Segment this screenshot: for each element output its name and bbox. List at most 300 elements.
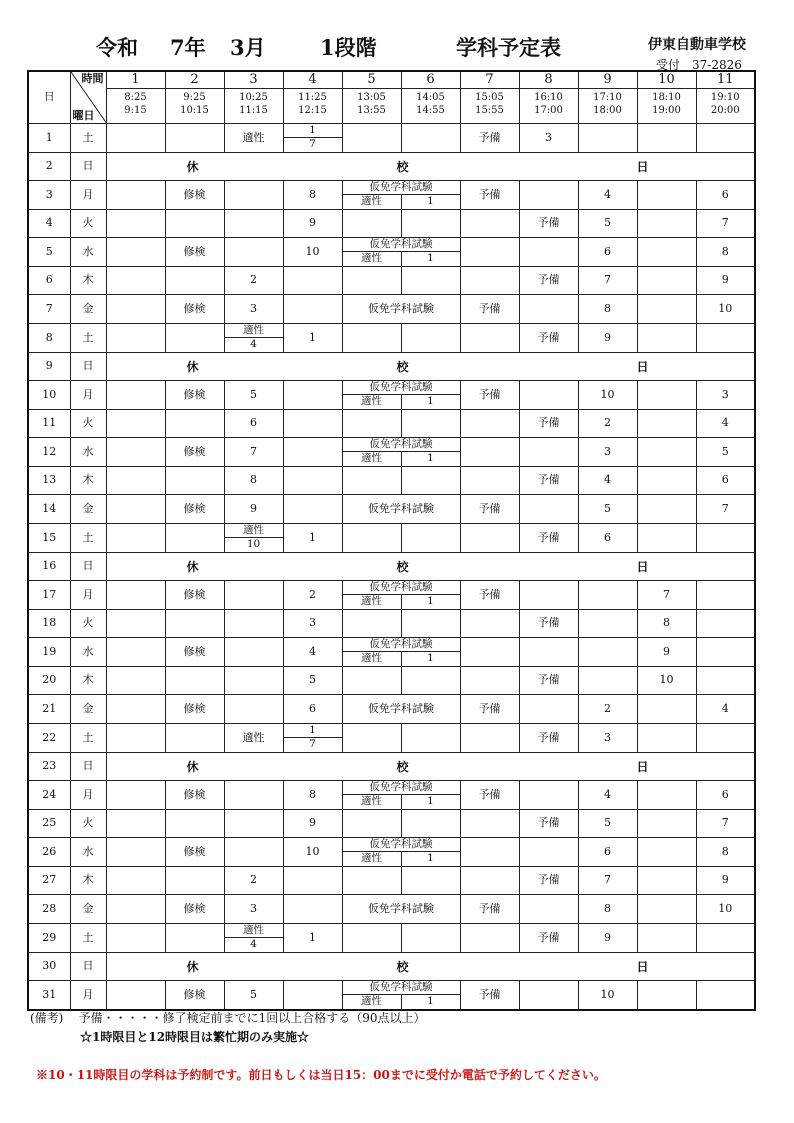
period-header [696,71,755,123]
period-7-cell [460,237,519,266]
period-11-cell [696,580,755,609]
split-bottom: 10 [246,538,261,551]
period-4-cell [283,209,342,237]
kari-exam-cell [342,837,460,866]
period-9-cell [578,237,637,266]
period-7-cell [460,837,519,866]
cell-value: 8 [604,901,611,915]
period-7-cell [460,980,519,1010]
cell-value: 修検 [183,987,206,1001]
cell-value: 3 [545,130,552,144]
period-3-cell [224,180,283,209]
period-7-cell [460,923,519,952]
period-2-cell [165,923,224,952]
period-5-cell [342,809,401,837]
notes-line1 [30,1009,426,1027]
kari-exam-label: 仮免学科試験 [343,238,460,253]
period-header [224,71,283,123]
cell-value: 9 [250,501,257,515]
split-bottom: 4 [250,938,257,951]
day-number: 14 [28,494,70,523]
cell-value: 4 [604,473,611,487]
period-9-cell [578,866,637,894]
cell-value: 9 [721,273,729,287]
period-1-cell [106,123,165,152]
weekday: 土 [70,123,106,152]
period-10-cell [637,180,696,209]
cell-value: 5 [604,501,611,515]
period-9-cell [578,809,637,837]
period-1-cell [106,809,165,837]
period-8-cell [519,123,578,152]
period-11-cell [696,266,755,294]
period-4-cell [283,866,342,894]
kari-exam-cell [342,294,460,323]
period-3-cell [224,323,283,352]
table-row [28,752,755,780]
period-2-cell [165,894,224,923]
table-row [28,294,755,323]
period-time [697,89,755,117]
table-row [28,237,755,266]
cell-value: 予備 [478,387,501,401]
day-number: 18 [28,609,70,637]
period-time [579,89,637,117]
cell-value: 9 [309,216,316,230]
kari-exam-cell [342,637,460,666]
period-8-cell [519,494,578,523]
period-1-cell [106,980,165,1010]
period-7-cell [460,780,519,809]
cell-value: 予備 [478,787,501,801]
cell-value: 1 [309,530,316,544]
period-10-cell [637,523,696,552]
period-2-cell [165,723,224,752]
period-7-cell [460,809,519,837]
period-number: 11 [697,72,755,89]
day-number: 7 [28,294,70,323]
period-6-cell [401,809,460,837]
period-8-cell [519,780,578,809]
period-1-cell [106,523,165,552]
period-1-cell [106,266,165,294]
period-11-cell [696,323,755,352]
period-7-cell [460,666,519,694]
period-9-cell [578,694,637,723]
period-9-cell [578,409,637,437]
kari-exam-label: 仮免学科試験 [368,901,434,915]
cell-value: 6 [250,416,257,430]
period-1-cell [106,894,165,923]
weekday: 水 [70,437,106,466]
cell-value: 5 [604,216,611,230]
tekisei-label: 適性 [343,652,402,666]
period-10-cell [637,380,696,409]
weekday: 日 [70,352,106,380]
cell-value: 7 [721,501,729,515]
period-2-cell [165,523,224,552]
cell-value: 修検 [183,644,206,658]
period-2-cell [165,637,224,666]
title-year: 7年 [170,35,206,60]
weekday: 月 [70,580,106,609]
kari-exam-label: 仮免学科試験 [368,501,434,515]
period-2-cell [165,837,224,866]
cell-value: 6 [604,844,611,858]
period-number: 4 [284,72,342,89]
split-bottom: 7 [309,738,316,751]
period-10-cell [637,580,696,609]
cell-value: 予備 [537,930,560,944]
table-row [28,380,755,409]
period-time [107,89,165,117]
day-number: 12 [28,437,70,466]
table-row [28,209,755,237]
holiday-char-3: 日 [636,959,649,974]
period-10-cell [637,237,696,266]
period-number: 8 [520,72,578,89]
period-2-cell [165,209,224,237]
cell-value: 修検 [183,387,206,401]
tekisei-label: 適性 [343,995,402,1009]
cell-value: 2 [309,587,316,601]
cell-value: 10 [305,844,320,858]
weekday: 月 [70,980,106,1010]
period-8-cell [519,523,578,552]
period-10-cell [637,980,696,1010]
weekday: 木 [70,466,106,494]
period-10-cell [637,666,696,694]
cell-value: 4 [604,787,611,801]
cell-value: 4 [604,187,611,201]
cell-value: 適性 [242,730,265,744]
reservation-warning: ※10・11時限目の学科は予約制です。前日もしくは当日15：00までに受付か電話で予約してください。 [36,1068,606,1082]
period-9-cell [578,466,637,494]
weekday: 日 [70,152,106,180]
period-10-cell [637,723,696,752]
weekday: 日 [70,552,106,580]
period-3-cell [224,837,283,866]
weekday: 日 [70,752,106,780]
period-8-cell [519,666,578,694]
period-10-cell [637,494,696,523]
period-time [343,89,401,117]
period-end: 12:15 [298,105,327,116]
period-4-cell [283,923,342,952]
table-row [28,523,755,552]
period-6-cell [401,266,460,294]
cell-value: 10 [600,387,615,401]
period-2-cell [165,294,224,323]
table-row [28,923,755,952]
header-corner-time: 時間 [81,72,104,85]
period-2-cell [165,980,224,1010]
kari-exam-cell [342,437,460,466]
day-number: 4 [28,209,70,237]
period-6-cell [401,666,460,694]
cell-value: 予備 [478,187,501,201]
kari-exam-cell [342,780,460,809]
weekday: 月 [70,780,106,809]
cell-value: 8 [721,844,729,858]
cell-value: 10 [718,901,733,915]
period-7-cell [460,466,519,494]
school-name: 伊東自動車学校 [648,37,746,53]
weekday: 木 [70,666,106,694]
weekday: 火 [70,209,106,237]
period-11-cell [696,380,755,409]
period-10-cell [637,866,696,894]
cell-value: 予備 [478,987,501,1001]
period-8-cell [519,980,578,1010]
period-number: 1 [107,72,165,89]
period-2-cell [165,437,224,466]
period-9-cell [578,723,637,752]
title-text: 学科予定表 [456,35,561,60]
period-1-cell [106,666,165,694]
period-9-cell [578,609,637,637]
day-number: 28 [28,894,70,923]
table-row [28,809,755,837]
weekday: 金 [70,494,106,523]
period-4-cell [283,409,342,437]
cell-value: 10 [718,301,733,315]
period-3-cell [224,294,283,323]
tekisei-label: 適性 [343,452,402,466]
title-month: 3月 [230,35,266,60]
cell-value: 6 [721,187,729,201]
tekisei-number: 1 [427,195,434,208]
period-end: 10:15 [180,105,209,116]
period-end: 14:55 [416,105,445,116]
period-5-cell [342,523,401,552]
period-7-cell [460,866,519,894]
kari-exam-label: 仮免学科試験 [343,638,460,653]
cell-value: 8 [309,787,316,801]
cell-value: 予備 [537,330,560,344]
period-4-cell [283,837,342,866]
day-number: 15 [28,523,70,552]
period-3-cell [224,123,283,152]
day-number: 25 [28,809,70,837]
kari-exam-cell [342,180,460,209]
period-2-cell [165,466,224,494]
period-7-cell [460,894,519,923]
tekisei-number: 1 [427,395,434,408]
table-row [28,952,755,980]
period-6-cell [401,609,460,637]
period-8-cell [519,809,578,837]
kari-exam-cell [342,694,460,723]
cell-value: 2 [250,873,257,887]
period-11-cell [696,694,755,723]
period-7-cell [460,723,519,752]
header-corner-weekday: 曜日 [72,108,95,122]
period-4-cell [283,237,342,266]
kari-exam-label: 仮免学科試験 [343,581,460,596]
period-3-cell [224,494,283,523]
period-time [461,89,519,117]
period-5-cell [342,466,401,494]
period-5-cell [342,266,401,294]
weekday: 火 [70,809,106,837]
period-start: 10:25 [239,92,268,103]
period-1-cell [106,323,165,352]
cell-value: 9 [663,644,670,658]
day-number: 29 [28,923,70,952]
period-11-cell [696,466,755,494]
period-end: 18:00 [593,105,622,116]
period-3-cell [224,523,283,552]
day-number: 19 [28,637,70,666]
cell-value: 修検 [183,501,206,515]
period-10-cell [637,409,696,437]
kari-exam-label: 仮免学科試験 [343,981,460,996]
period-1-cell [106,380,165,409]
period-9-cell [578,266,637,294]
period-10-cell [637,894,696,923]
period-5-cell [342,209,401,237]
period-3-cell [224,780,283,809]
holiday-char-3: 日 [636,159,649,174]
period-10-cell [637,437,696,466]
period-11-cell [696,237,755,266]
kari-exam-label: 仮免学科試験 [343,381,460,396]
period-4-cell [283,123,342,152]
period-time [284,89,342,117]
period-2-cell [165,409,224,437]
cell-value: 10 [600,987,615,1001]
period-5-cell [342,923,401,952]
tekisei-number: 1 [427,595,434,608]
period-time [638,89,696,117]
cell-value: 6 [604,244,611,258]
title-stage: 1段階 [320,35,377,60]
period-3-cell [224,666,283,694]
day-number: 10 [28,380,70,409]
period-6-cell [401,923,460,952]
tekisei-label: 適性 [343,252,402,266]
period-3-cell [224,894,283,923]
period-8-cell [519,266,578,294]
period-3-cell [224,437,283,466]
period-9-cell [578,637,637,666]
cell-value: 8 [663,616,670,630]
period-3-cell [224,637,283,666]
period-8-cell [519,380,578,409]
period-8-cell [519,209,578,237]
notes-text-1: 予備・・・・・修了検定前までに1回以上合格する（90点以上） [78,1011,426,1025]
holiday-cell [106,552,755,580]
period-4-cell [283,809,342,837]
period-11-cell [696,180,755,209]
period-1-cell [106,237,165,266]
period-11-cell [696,494,755,523]
day-number: 22 [28,723,70,752]
period-3-cell [224,380,283,409]
split-top: 適性 [225,924,283,939]
period-9-cell [578,666,637,694]
period-7-cell [460,294,519,323]
period-8-cell [519,237,578,266]
weekday: 金 [70,894,106,923]
period-11-cell [696,866,755,894]
holiday-char-1: 休 [186,359,199,374]
split-top: 適性 [225,324,283,339]
cell-value: 9 [309,816,316,830]
period-header [283,71,342,123]
period-5-cell [342,609,401,637]
period-11-cell [696,609,755,637]
period-number: 7 [461,72,519,89]
cell-value: 4 [309,644,316,658]
period-4-cell [283,580,342,609]
period-3-cell [224,209,283,237]
cell-value: 予備 [478,501,501,515]
header-row [28,71,755,123]
weekday: 土 [70,523,106,552]
period-6-cell [401,409,460,437]
period-8-cell [519,580,578,609]
weekday: 月 [70,380,106,409]
cell-value: 5 [604,816,611,830]
period-2-cell [165,323,224,352]
header-corner [70,71,106,123]
period-10-cell [637,609,696,637]
table-row [28,352,755,380]
period-1-cell [106,580,165,609]
kari-exam-label: 仮免学科試験 [343,438,460,453]
period-number: 3 [225,72,283,89]
tekisei-number: 1 [427,852,434,865]
period-1-cell [106,609,165,637]
period-7-cell [460,123,519,152]
cell-value: 1 [309,330,316,344]
kari-exam-cell [342,894,460,923]
cell-value: 3 [604,730,611,744]
period-4-cell [283,609,342,637]
period-6-cell [401,723,460,752]
period-1-cell [106,780,165,809]
cell-value: 2 [604,701,611,715]
period-11-cell [696,723,755,752]
period-5-cell [342,723,401,752]
period-time [225,89,283,117]
cell-value: 3 [604,444,611,458]
table-row [28,723,755,752]
cell-value: 7 [721,816,729,830]
cell-value: 予備 [478,901,501,915]
tekisei-number: 1 [427,252,434,265]
day-number: 1 [28,123,70,152]
period-7-cell [460,694,519,723]
holiday-cell [106,152,755,180]
period-end: 11:15 [239,105,268,116]
period-5-cell [342,866,401,894]
weekday: 土 [70,323,106,352]
period-6-cell [401,123,460,152]
period-4-cell [283,637,342,666]
cell-value: 修検 [183,187,206,201]
weekday: 火 [70,609,106,637]
cell-value: 5 [250,387,257,401]
cell-value: 7 [604,873,611,887]
period-1-cell [106,294,165,323]
period-8-cell [519,866,578,894]
table-row [28,894,755,923]
split-bottom: 4 [250,338,257,351]
period-3-cell [224,609,283,637]
